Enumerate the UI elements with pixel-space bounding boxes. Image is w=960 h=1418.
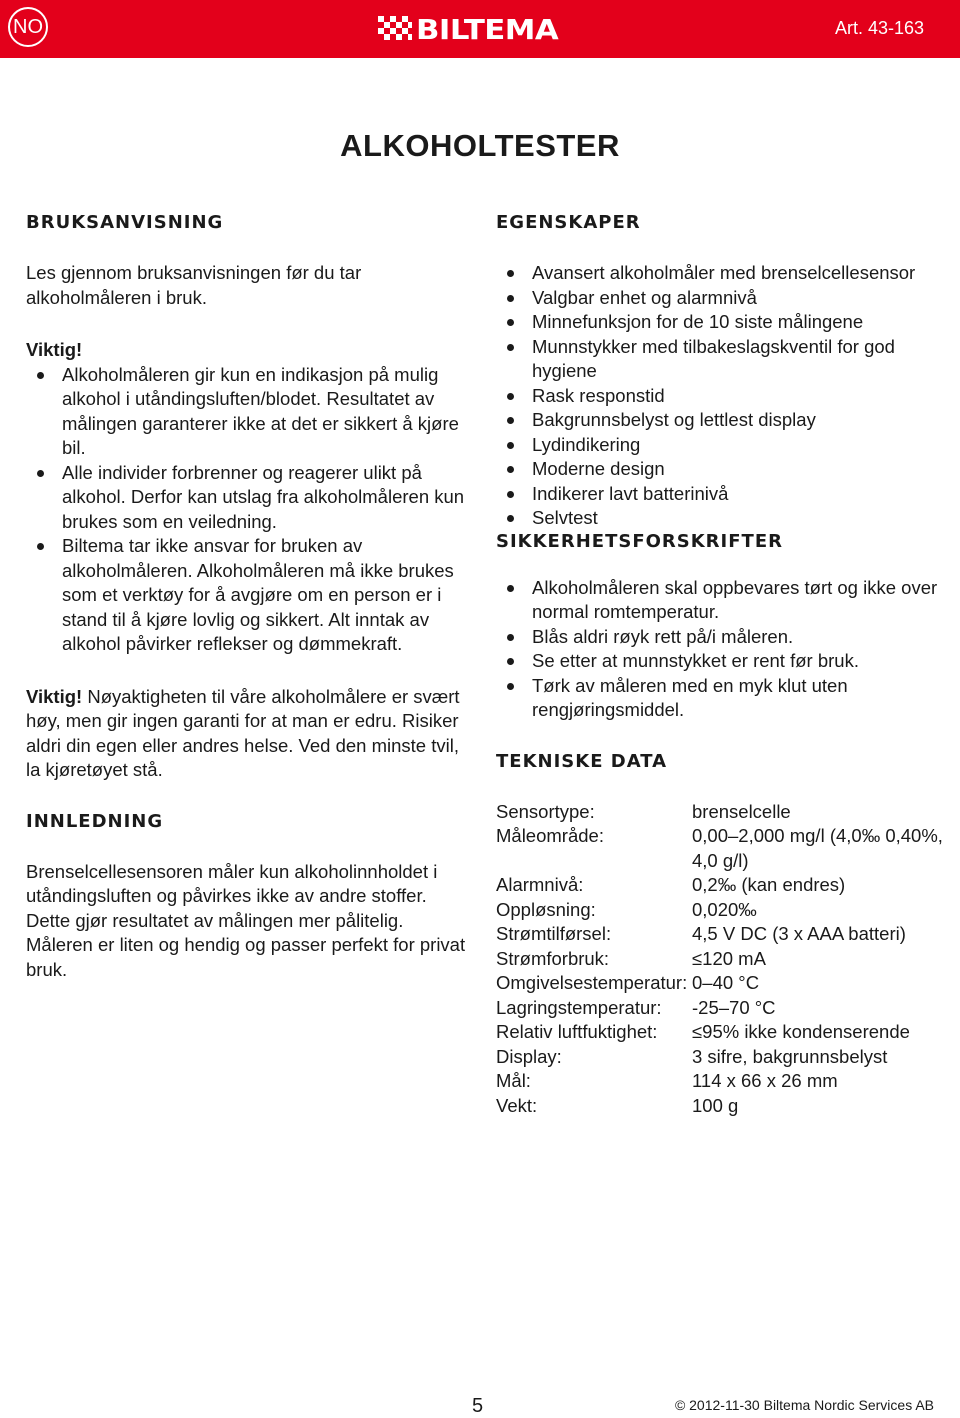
spec-value: 100 g (692, 1094, 739, 1116)
spec-value: ≤95% ikke kondenserende (692, 1021, 910, 1042)
section-heading-innledning: INNLEDNING (26, 810, 164, 832)
spec-value: 0,00–2,000 mg/l (4,0‰ 0,40%, 4,0 g/l) (692, 825, 943, 871)
spec-label: Sensortype: (496, 800, 595, 822)
spec-value: 0,2‰ (kan endres) (692, 874, 846, 895)
spec-value: 4,5 V DC (3 x AAA batteri) (692, 923, 906, 944)
list-item: Indikerer lavt batterinivå (496, 482, 946, 507)
copyright-text: © 2012-11-30 Biltema Nordic Services AB (674, 1397, 934, 1413)
spec-label: Lagringstemperatur: (496, 996, 662, 1018)
warning-list (26, 363, 466, 657)
list-item: Lydindikering (496, 433, 946, 458)
spec-label: Oppløsning: (496, 898, 596, 920)
list-item: Se etter at munnstykket er rent før bruk. (496, 649, 946, 674)
header-bar (0, 0, 960, 58)
spec-value: 114 x 66 x 26 mm (692, 1070, 838, 1091)
section-heading-egenskaper: EGENSKAPER (496, 212, 641, 233)
list-item: Blås aldri røyk rett på/i måleren. (496, 625, 946, 650)
spec-label: Relativ luftfuktighet: (496, 1021, 658, 1042)
list-item: Tørk av måleren med en myk klut uten rengjøringsmiddel. (496, 674, 946, 723)
spec-label: Alarmnivå: (496, 874, 584, 895)
list-item: Rask responstid (496, 384, 946, 409)
spec-label: Måleområde: (496, 825, 604, 846)
list-item: Moderne design (496, 457, 946, 482)
spec-value: 0–40 °C (692, 972, 760, 993)
brand-logo (378, 12, 559, 46)
important-label: Viktig! (26, 339, 83, 360)
spec-value: ≤120 mA (692, 947, 766, 969)
page-title: ALKOHOLTESTER (340, 128, 620, 163)
spec-label: Strømtilførsel: (496, 923, 612, 944)
spec-label: Mål: (496, 1070, 531, 1091)
list-item: Biltema tar ikke ansvar for bruken av alkoholmåleren. Alkoholmåleren må ikke brukes som et verktøy for å avgjøre om en person er i stand til å kjøre lovlig og sikkert. Alt inntak av alkohol påvirker reflekser og dømmekraft. (26, 534, 466, 657)
checkered-flag-icon (378, 16, 412, 42)
spec-value: brenselcelle (692, 800, 791, 822)
important-note (26, 685, 466, 783)
list-item: Munnstykker med tilbakeslagskventil for god hygiene (496, 335, 946, 384)
spec-label: Omgivelsestemperatur: (496, 972, 688, 993)
section-heading-sikkerhet: SIKKERHETSFORSKRIFTER (496, 530, 783, 552)
list-item: Alle individer forbrenner og reagerer ulikt på alkohol. Derfor kan utslag fra alkoholmåleren kun brukes som en veiledning. (26, 461, 466, 535)
important-note-text: Nøyaktigheten til våre alkoholmålere er svært høy, men gir ingen garanti for at man er edru. Risiker aldri din egen eller andres helse. Ved den minste tvil, la kjøretøyet stå. (26, 685, 460, 780)
list-item: Alkoholmåleren gir kun en indikasjon på mulig alkohol i utåndingsluften/blodet. Resultatet av målingen garanterer ikke at det er sikkert å kjøre bil. (26, 363, 466, 461)
right-column (496, 212, 946, 1118)
language-badge: NO (8, 7, 48, 47)
page-number: 5 (472, 1395, 484, 1417)
left-column (26, 212, 466, 982)
list-item: Minnefunksjon for de 10 siste målingene (496, 310, 946, 335)
list-item: Selvtest (496, 506, 946, 531)
article-number: Art. 43-163 (834, 18, 924, 38)
spec-label: Vekt: (496, 1094, 538, 1116)
safety-list (496, 576, 946, 723)
introduction-text: Brenselcellesensoren måler kun alkoholinnholdet i utåndingsluften og påvirkes ikke av andre stoffer. Dette gjør resultatet av målingen mer pålitelig. Måleren er liten og hendig og passer perfekt for privat bruk. (26, 860, 466, 980)
list-item: Valgbar enhet og alarmnivå (496, 286, 946, 311)
list-item: Alkoholmåleren skal oppbevares tørt og ikke over normal romtemperatur. (496, 576, 946, 625)
list-item: Avansert alkoholmåler med brenselcellesensor (496, 261, 946, 286)
spec-value: 0,020‰ (692, 898, 757, 920)
features-list (496, 261, 946, 531)
intro-text: Les gjennom bruksanvisningen før du tar alkoholmåleren i bruk. (26, 262, 362, 308)
spec-value: -25–70 °C (692, 996, 776, 1018)
brand-name: BILTEMA (416, 12, 559, 46)
section-heading-bruksanvisning: BRUKSANVISNING (26, 212, 224, 233)
section-heading-tekniske-data: TEKNISKE DATA (496, 750, 668, 772)
important-label-2: Viktig! (26, 685, 83, 707)
spec-label: Display: (496, 1045, 562, 1067)
spec-value: 3 sifre, bakgrunnsbelyst (692, 1045, 888, 1067)
spec-label: Strømforbruk: (496, 947, 610, 969)
list-item: Bakgrunnsbelyst og lettlest display (496, 408, 946, 433)
spec-table (496, 800, 946, 1119)
